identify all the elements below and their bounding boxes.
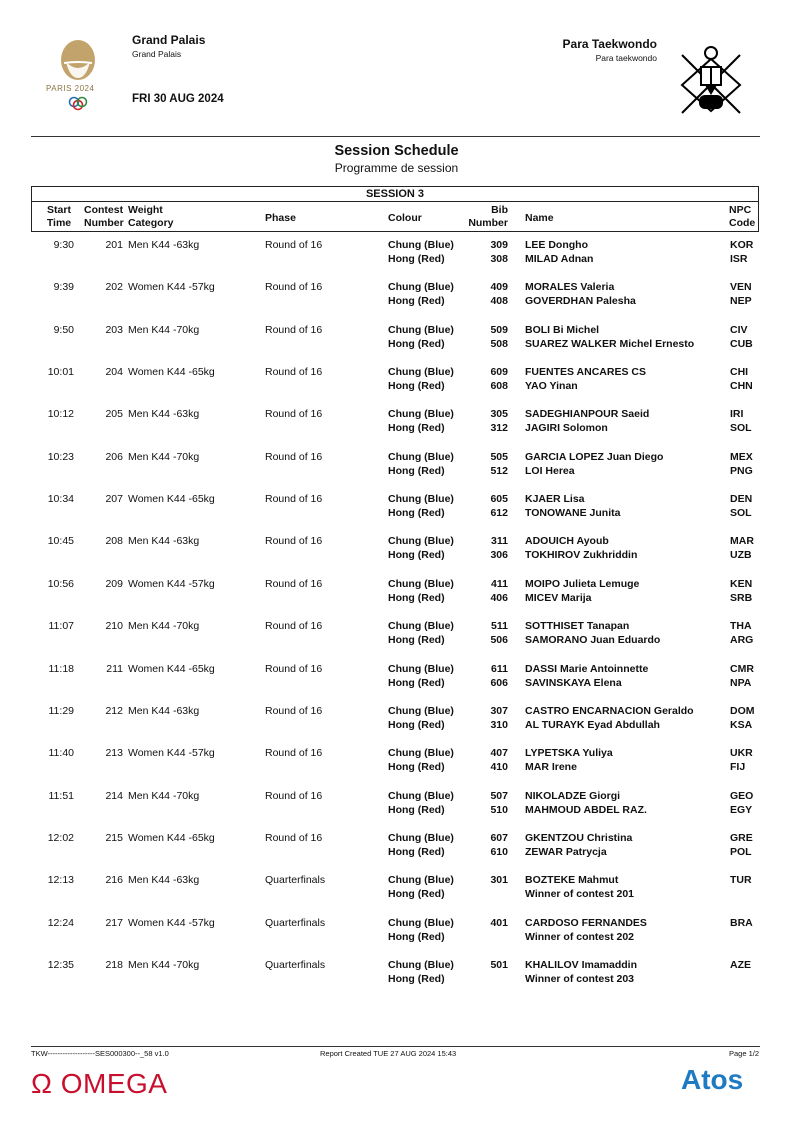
colour-blue: Chung (Blue) — [388, 916, 454, 929]
contest-number: 202 — [105, 281, 123, 294]
bib-number-red: 606 — [490, 676, 508, 689]
start-time: 12:24 — [47, 916, 74, 929]
athlete-name-blue: GKENTZOU Christina — [525, 831, 633, 844]
phase: Round of 16 — [265, 281, 323, 294]
npc-code-blue: AZE — [730, 958, 751, 971]
npc-code-blue: KEN — [730, 577, 753, 590]
colour-red: Hong (Red) — [388, 337, 445, 350]
bib-number-blue: 605 — [490, 493, 508, 506]
athlete-name-red: Winner of contest 202 — [525, 930, 635, 943]
npc-code-blue: MAR — [730, 535, 754, 548]
bib-number-red: 610 — [490, 845, 508, 858]
phase: Round of 16 — [265, 620, 323, 633]
npc-code-blue: VEN — [730, 281, 752, 294]
npc-code-red: NEP — [730, 295, 752, 308]
bib-number-blue: 607 — [490, 831, 508, 844]
weight-category: Women K44 -65kg — [128, 662, 215, 675]
bib-number-red: 508 — [490, 337, 508, 350]
athlete-name-red: AL TURAYK Eyad Abdullah — [525, 718, 660, 731]
npc-code-red: ARG — [730, 634, 754, 647]
athlete-name-red: GOVERDHAN Palesha — [525, 295, 636, 308]
npc-code-blue: UKR — [730, 747, 753, 760]
contest-number: 213 — [105, 747, 123, 760]
footer-doc-code: TKW-------------------SES000300--_58 v1.0 — [31, 1049, 169, 1058]
header-category: Category — [128, 217, 174, 229]
bib-number-red: 410 — [490, 761, 508, 774]
header-divider — [31, 136, 760, 137]
bib-number-blue: 401 — [490, 916, 508, 929]
bib-number-blue: 305 — [490, 408, 508, 421]
colour-blue: Chung (Blue) — [388, 831, 454, 844]
contest-number: 209 — [105, 577, 123, 590]
column-bib-number — [466, 204, 508, 230]
start-time: 11:29 — [48, 704, 74, 717]
colour-blue: Chung (Blue) — [388, 577, 454, 590]
bib-number-red: 310 — [490, 718, 508, 731]
athlete-name-blue: KJAER Lisa — [525, 493, 585, 506]
athlete-name-blue: CARDOSO FERNANDES — [525, 916, 647, 929]
weight-category: Men K44 -70kg — [128, 789, 200, 802]
athlete-name-red: LOI Herea — [525, 464, 575, 477]
column-name: Name — [525, 212, 554, 224]
start-time: 10:23 — [47, 450, 74, 463]
colour-blue: Chung (Blue) — [388, 789, 454, 802]
weight-category: Men K44 -63kg — [128, 704, 200, 717]
colour-red: Hong (Red) — [388, 676, 445, 689]
start-time: 10:34 — [47, 493, 74, 506]
contest-number: 203 — [105, 323, 123, 336]
header-code: Code — [729, 217, 756, 229]
colour-red: Hong (Red) — [388, 761, 445, 774]
npc-code-red: SOL — [730, 422, 752, 435]
npc-code-red: EGY — [730, 803, 753, 816]
start-time: 11:51 — [48, 789, 74, 802]
npc-code-blue: GEO — [730, 789, 754, 802]
npc-code-blue: GRE — [730, 831, 753, 844]
colour-red: Hong (Red) — [388, 549, 445, 562]
sport-name-fr: Para taekwondo — [595, 53, 657, 63]
npc-code-red: PNG — [730, 464, 753, 477]
athlete-name-blue: SOTTHISET Tanapan — [525, 620, 630, 633]
colour-blue: Chung (Blue) — [388, 493, 454, 506]
npc-code-blue: BRA — [730, 916, 753, 929]
npc-code-red: FIJ — [730, 761, 746, 774]
npc-code-blue: IRI — [730, 408, 744, 421]
colour-red: Hong (Red) — [388, 380, 445, 393]
taekwondo-pictogram-icon — [678, 45, 744, 115]
bib-number-blue: 301 — [490, 874, 508, 887]
bib-number-red: 308 — [490, 253, 508, 265]
atos-logo: Atos — [681, 1064, 744, 1095]
header-start: Start — [47, 204, 71, 216]
venue-name: Grand Palais — [132, 33, 206, 47]
phase: Round of 16 — [265, 535, 323, 548]
footer-report-created: Report Created TUE 27 AUG 2024 15:43 — [320, 1049, 457, 1058]
start-time: 12:02 — [47, 831, 74, 844]
phase: Round of 16 — [265, 831, 323, 844]
contest-number: 206 — [105, 450, 123, 463]
bib-number-blue: 507 — [490, 789, 508, 802]
weight-category: Men K44 -63kg — [128, 535, 200, 548]
bib-number-blue: 309 — [490, 239, 508, 251]
weight-category: Men K44 -70kg — [128, 958, 200, 971]
colour-red: Hong (Red) — [388, 295, 445, 308]
logo-wordmark: PARIS 2024 — [46, 84, 95, 93]
bib-number-blue: 611 — [491, 662, 508, 675]
colour-red: Hong (Red) — [388, 422, 445, 435]
npc-code-red: NPA — [730, 676, 752, 689]
athlete-name-red: JAGIRI Solomon — [525, 422, 608, 435]
npc-code-blue: KOR — [730, 239, 754, 251]
session-label: SESSION 3 — [31, 187, 759, 202]
bib-number-red: 312 — [490, 422, 508, 435]
colour-blue: Chung (Blue) — [388, 958, 454, 971]
start-time: 10:45 — [47, 535, 74, 548]
athlete-name-blue: BOLI Bi Michel — [525, 323, 600, 336]
phase: Round of 16 — [265, 493, 323, 506]
phase: Round of 16 — [265, 577, 323, 590]
start-time: 11:18 — [48, 662, 74, 675]
athlete-name-blue: LYPETSKA Yuliya — [525, 747, 613, 760]
weight-category: Men K44 -70kg — [128, 620, 200, 633]
colour-red: Hong (Red) — [388, 634, 445, 647]
athlete-name-red: MAR Irene — [525, 761, 577, 774]
phase: Round of 16 — [265, 450, 323, 463]
npc-code-blue: CIV — [730, 323, 748, 336]
bib-number-blue: 407 — [490, 747, 508, 760]
contest-number: 205 — [105, 408, 123, 421]
bib-number-blue: 509 — [490, 323, 508, 336]
athlete-name-blue: MORALES Valeria — [525, 281, 615, 294]
page-title: Session Schedule — [334, 143, 459, 159]
start-time: 11:40 — [48, 747, 74, 760]
npc-code-blue: THA — [730, 620, 752, 633]
contest-number: 201 — [105, 239, 123, 251]
weight-category: Men K44 -70kg — [128, 450, 200, 463]
phase: Round of 16 — [265, 408, 323, 421]
bib-number-blue: 311 — [491, 535, 508, 548]
start-time: 9:30 — [53, 239, 74, 251]
colour-blue: Chung (Blue) — [388, 366, 454, 379]
npc-code-red: CUB — [730, 337, 753, 350]
colour-red: Hong (Red) — [388, 803, 445, 816]
column-start-time — [44, 204, 74, 230]
header-npc: NPC — [729, 204, 752, 216]
column-weight-category — [128, 204, 174, 230]
phase: Quarterfinals — [265, 916, 326, 929]
athlete-name-blue: FUENTES ANCARES CS — [525, 366, 646, 379]
footer-divider — [31, 1046, 760, 1047]
start-time: 10:56 — [47, 577, 74, 590]
npc-code-red: SOL — [730, 507, 752, 520]
colour-red: Hong (Red) — [388, 718, 445, 731]
colour-red: Hong (Red) — [388, 972, 445, 985]
athlete-name-red: SAVINSKAYA Elena — [525, 676, 622, 689]
contest-number: 215 — [105, 831, 123, 844]
header-time: Time — [46, 217, 72, 229]
contest-number: 210 — [105, 620, 123, 633]
omega-logo: Ω OMEGA — [31, 1068, 168, 1099]
contest-number: 212 — [105, 704, 123, 717]
bib-number-red: 408 — [490, 295, 508, 308]
contest-number: 204 — [105, 366, 123, 379]
athlete-name-red: TOKHIROV Zukhriddin — [525, 549, 638, 562]
colour-blue: Chung (Blue) — [388, 662, 454, 675]
phase: Round of 16 — [265, 789, 323, 802]
athlete-name-red: TONOWANE Junita — [525, 507, 621, 520]
athlete-name-red: SUAREZ WALKER Michel Ernesto — [525, 337, 695, 350]
bib-number-blue: 307 — [490, 704, 508, 717]
athlete-name-red: Winner of contest 201 — [525, 888, 635, 901]
start-time: 11:07 — [48, 620, 74, 633]
athlete-name-blue: BOZTEKE Mahmut — [525, 874, 619, 887]
athlete-name-blue: DASSI Marie Antoinnette — [525, 662, 649, 675]
bib-number-red: 306 — [490, 549, 508, 562]
athlete-name-blue: SADEGHIANPOUR Saeid — [525, 408, 650, 421]
header-bib: Bib — [491, 204, 508, 216]
athlete-name-red: SAMORANO Juan Eduardo — [525, 634, 661, 647]
colour-red: Hong (Red) — [388, 845, 445, 858]
header-contest: Contest — [84, 204, 124, 216]
page-subtitle: Programme de session — [334, 161, 459, 175]
weight-category: Men K44 -63kg — [128, 239, 200, 251]
weight-category: Women K44 -57kg — [128, 577, 215, 590]
bib-number-blue: 505 — [490, 450, 508, 463]
npc-code-blue: DEN — [730, 493, 753, 506]
phase: Round of 16 — [265, 662, 323, 675]
athlete-name-blue: ADOUICH Ayoub — [525, 535, 609, 548]
bib-number-red: 512 — [490, 464, 508, 477]
colour-blue: Chung (Blue) — [388, 747, 454, 760]
npc-code-red: UZB — [730, 549, 752, 562]
contest-number: 207 — [105, 493, 123, 506]
colour-blue: Chung (Blue) — [388, 239, 454, 251]
bib-number-blue: 411 — [491, 577, 508, 590]
event-date: FRI 30 AUG 2024 — [132, 93, 224, 105]
npc-code-blue: TUR — [730, 874, 752, 887]
colour-red: Hong (Red) — [388, 507, 445, 520]
npc-code-blue: MEX — [730, 450, 753, 463]
colour-blue: Chung (Blue) — [388, 408, 454, 421]
npc-code-red: ISR — [730, 253, 748, 265]
footer-page-number: Page 1/2 — [728, 1049, 759, 1058]
bib-number-red: 406 — [490, 591, 508, 604]
weight-category: Women K44 -65kg — [128, 831, 215, 844]
weight-category: Men K44 -70kg — [128, 323, 200, 336]
bib-number-blue: 501 — [490, 958, 508, 971]
bib-number-blue: 511 — [491, 620, 508, 633]
bib-number-red: 612 — [490, 507, 508, 520]
phase: Round of 16 — [265, 323, 323, 336]
colour-blue: Chung (Blue) — [388, 704, 454, 717]
colour-blue: Chung (Blue) — [388, 323, 454, 336]
phase: Round of 16 — [265, 366, 323, 379]
npc-code-red: POL — [730, 845, 752, 858]
colour-blue: Chung (Blue) — [388, 874, 454, 887]
sport-name: Para Taekwondo — [562, 37, 657, 51]
colour-red: Hong (Red) — [388, 930, 445, 943]
athlete-name-red: MILAD Adnan — [525, 253, 594, 265]
start-time: 9:39 — [53, 281, 74, 294]
athlete-name-blue: MOIPO Julieta Lemuge — [525, 577, 640, 590]
athlete-name-red: YAO Yinan — [525, 380, 578, 393]
bib-number-blue: 409 — [490, 281, 508, 294]
venue-name-fr: Grand Palais — [132, 49, 182, 59]
athlete-name-blue: CASTRO ENCARNACION Geraldo — [525, 704, 694, 717]
start-time: 10:12 — [47, 408, 74, 421]
phase: Round of 16 — [265, 239, 323, 251]
phase: Quarterfinals — [265, 958, 326, 971]
npc-code-red: SRB — [730, 591, 753, 604]
athlete-name-red: Winner of contest 203 — [525, 972, 635, 985]
npc-code-blue: CMR — [730, 662, 754, 675]
start-time: 12:13 — [47, 874, 74, 887]
npc-code-red: CHN — [730, 380, 753, 393]
weight-category: Men K44 -63kg — [128, 874, 200, 887]
start-time: 9:50 — [53, 323, 74, 336]
weight-category: Women K44 -65kg — [128, 493, 215, 506]
phase: Quarterfinals — [265, 874, 326, 887]
start-time: 10:01 — [47, 366, 74, 379]
contest-number: 218 — [105, 958, 123, 971]
bib-number-blue: 609 — [490, 366, 508, 379]
start-time: 12:35 — [47, 958, 74, 971]
colour-red: Hong (Red) — [388, 888, 445, 901]
colour-blue: Chung (Blue) — [388, 535, 454, 548]
header-bib-number: Number — [468, 217, 508, 229]
column-npc-code — [729, 204, 759, 230]
npc-code-blue: DOM — [730, 704, 755, 717]
contest-number: 208 — [105, 535, 123, 548]
paris-2024-logo — [40, 34, 116, 114]
weight-category: Women K44 -57kg — [128, 281, 215, 294]
colour-blue: Chung (Blue) — [388, 281, 454, 294]
npc-code-blue: CHI — [730, 366, 749, 379]
contest-number: 216 — [105, 874, 123, 887]
colour-blue: Chung (Blue) — [388, 450, 454, 463]
athlete-name-blue: GARCIA LOPEZ Juan Diego — [525, 450, 664, 463]
column-contest-number — [84, 204, 124, 230]
athlete-name-blue: NIKOLADZE Giorgi — [525, 789, 621, 802]
colour-red: Hong (Red) — [388, 464, 445, 477]
athlete-name-red: ZEWAR Patrycja — [525, 845, 607, 858]
bib-number-red: 506 — [490, 634, 508, 647]
weight-category: Women K44 -57kg — [128, 916, 215, 929]
bib-number-red: 608 — [490, 380, 508, 393]
colour-red: Hong (Red) — [388, 253, 445, 265]
athlete-name-blue: KHALILOV Imamaddin — [525, 958, 638, 971]
athlete-name-red: MAHMOUD ABDEL RAZ. — [525, 803, 647, 816]
athlete-name-blue: LEE Dongho — [525, 239, 588, 251]
colour-red: Hong (Red) — [388, 591, 445, 604]
contest-number: 214 — [105, 789, 123, 802]
phase: Round of 16 — [265, 747, 323, 760]
weight-category: Men K44 -63kg — [128, 408, 200, 421]
weight-category: Women K44 -65kg — [128, 366, 215, 379]
column-phase: Phase — [265, 212, 296, 224]
weight-category: Women K44 -57kg — [128, 747, 215, 760]
bib-number-red: 510 — [490, 803, 508, 816]
npc-code-red: KSA — [730, 718, 753, 731]
contest-number: 211 — [106, 662, 123, 675]
athlete-name-red: MICEV Marija — [525, 591, 592, 604]
phase: Round of 16 — [265, 704, 323, 717]
column-colour: Colour — [388, 212, 422, 224]
colour-blue: Chung (Blue) — [388, 620, 454, 633]
header-weight: Weight — [128, 204, 163, 216]
contest-number: 217 — [105, 916, 123, 929]
header-number: Number — [84, 217, 124, 229]
